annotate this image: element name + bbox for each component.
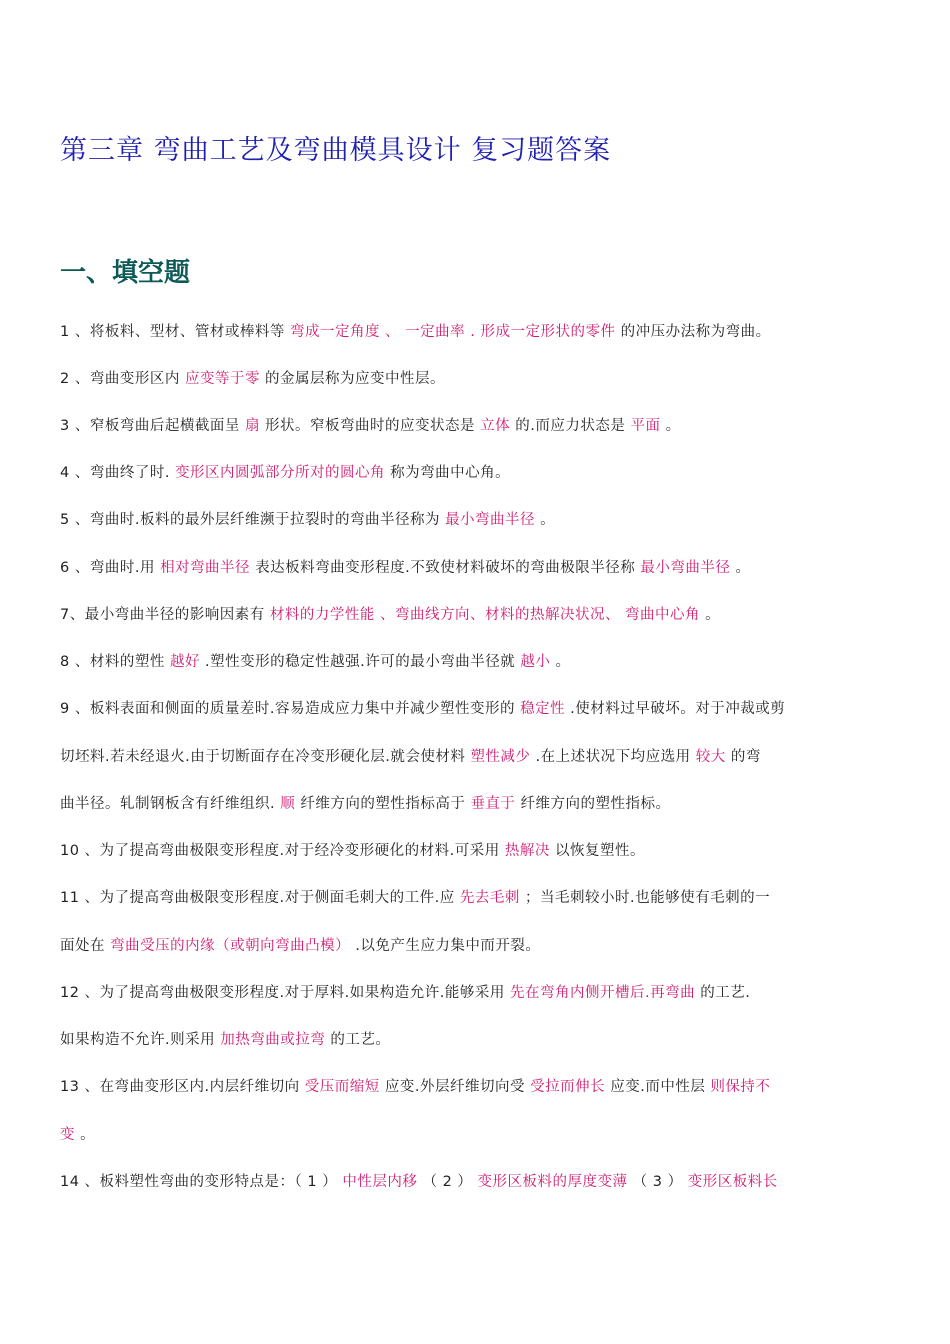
section-heading: 一、填空题 xyxy=(60,258,191,288)
question-line xyxy=(60,367,445,388)
question-text: 。 xyxy=(535,512,556,528)
question-line xyxy=(60,745,761,766)
answer-text: 受拉而伸长 xyxy=(530,1079,606,1095)
answer-text: 塑性减少 xyxy=(470,749,531,765)
question-text: 1 、将板料、型材、管材或棒料等 xyxy=(60,324,290,340)
question-line xyxy=(60,320,771,341)
answer-text: 最小弯曲半径 xyxy=(445,512,536,528)
question-line xyxy=(60,792,671,813)
answer-text: 热解决 xyxy=(504,843,550,859)
question-text: 。 xyxy=(75,1127,96,1143)
question-text: 的.而应力状态是 xyxy=(510,418,631,434)
answer-text: 中性层内移 xyxy=(342,1174,418,1190)
answer-text: 变形区板料长 xyxy=(687,1174,778,1190)
question-line xyxy=(60,1075,770,1096)
answer-text: 扇 xyxy=(244,418,260,434)
question-text: 。 xyxy=(660,418,681,434)
question-text: 面处在 xyxy=(60,938,111,954)
question-line xyxy=(60,603,720,624)
answer-text: 弯成一定角度 、 一定曲率 . 形成一定形状的零件 xyxy=(289,324,616,340)
question-text: 4 、弯曲终了时. xyxy=(60,465,176,481)
answer-text: 顺 xyxy=(280,796,296,812)
question-line xyxy=(60,981,750,1002)
question-text: 10 、为了提高弯曲极限变形程度.对于经冷变形硬化的材料.可采用 xyxy=(60,843,505,859)
answer-text: 则保持不 xyxy=(710,1079,771,1095)
question-text: 如果构造不允许.则采用 xyxy=(60,1032,221,1048)
answer-text: 变形区板料的厚度变薄 xyxy=(477,1174,628,1190)
question-text: （ 2 ） xyxy=(417,1174,478,1190)
answer-text: 受压而缩短 xyxy=(304,1079,380,1095)
question-text: 13 、在弯曲变形区内.内层纤维切向 xyxy=(60,1079,305,1095)
question-line xyxy=(60,461,510,482)
question-text: 。 xyxy=(550,654,571,670)
question-text: 。 xyxy=(730,560,751,576)
question-text: 12 、为了提高弯曲极限变形程度.对于厚料.如果构造允许.能够采用 xyxy=(60,985,510,1001)
question-text: .以免产生应力集中而开裂。 xyxy=(350,938,541,954)
question-line xyxy=(60,886,770,907)
question-text: 以恢复塑性。 xyxy=(549,843,645,859)
question-text: .塑性变形的稳定性越强.许可的最小弯曲半径就 xyxy=(199,654,521,670)
question-line xyxy=(60,1028,390,1049)
question-text: .在上述状况下均应选用 xyxy=(530,749,696,765)
question-text: 应变.而中性层 xyxy=(605,1079,711,1095)
question-text: 的金属层称为应变中性层。 xyxy=(259,371,446,387)
question-text: 纤维方向的塑性指标高于 xyxy=(295,796,471,812)
question-text: 的工艺。 xyxy=(325,1032,391,1048)
answer-text: 立体 xyxy=(480,418,511,434)
question-text: 纤维方向的塑性指标。 xyxy=(515,796,671,812)
question-text: 8 、材料的塑性 xyxy=(60,654,170,670)
question-text: 2 、弯曲变形区内 xyxy=(60,371,185,387)
answer-text: 弯曲受压的内缘（或朝向弯曲凸模） xyxy=(110,938,351,954)
question-line xyxy=(60,556,751,577)
page-title: 第三章 弯曲工艺及弯曲模具设计 复习题答案 xyxy=(60,135,612,166)
question-text: .使材料过早破坏。对于冲裁或剪 xyxy=(565,701,786,717)
question-text: ；当毛刺较小时.也能够使有毛刺的一 xyxy=(519,890,771,906)
question-text: 6 、弯曲时.用 xyxy=(60,560,161,576)
question-text: 5 、弯曲时.板料的最外层纤维濒于拉裂时的弯曲半径称为 xyxy=(60,512,446,528)
question-text: 应变.外层纤维切向受 xyxy=(379,1079,531,1095)
answer-text: 垂直于 xyxy=(470,796,516,812)
question-text: 的工艺. xyxy=(695,985,751,1001)
answer-text: 应变等于零 xyxy=(184,371,260,387)
answer-text: 稳定性 xyxy=(520,701,566,717)
answer-text: 越好 xyxy=(169,654,200,670)
question-line xyxy=(60,414,681,435)
answer-text: 变形区内圆弧部分所对的圆心角 xyxy=(175,465,386,481)
answer-text: 加热弯曲或拉弯 xyxy=(220,1032,326,1048)
question-text: 11 、为了提高弯曲极限变形程度.对于侧面毛刺大的工件.应 xyxy=(60,890,460,906)
question-text: 称为弯曲中心角。 xyxy=(385,465,511,481)
question-text: （ 3 ） xyxy=(627,1174,688,1190)
question-line xyxy=(60,508,555,529)
question-text: 表达板料弯曲变形程度.不致使材料破坏的弯曲极限半径称 xyxy=(250,560,641,576)
answer-text: 较大 xyxy=(695,749,726,765)
question-text: 形状。窄板弯曲时的应变状态是 xyxy=(259,418,481,434)
question-text: 的弯 xyxy=(725,749,761,765)
answer-text: 材料的力学性能 、弯曲线方向、材料的热解决状况、 弯曲中心角 xyxy=(269,607,701,623)
answer-text: 先去毛刺 xyxy=(459,890,520,906)
question-text: 14 、板料塑性弯曲的变形特点是：（ 1 ） xyxy=(60,1174,343,1190)
answer-text: 越小 xyxy=(520,654,551,670)
answer-text: 平面 xyxy=(630,418,661,434)
question-text: 的冲压办法称为弯曲。 xyxy=(615,324,771,340)
question-line xyxy=(60,1170,778,1191)
question-line xyxy=(60,697,785,718)
question-line xyxy=(60,1123,95,1144)
question-line xyxy=(60,934,540,955)
question-text: 曲半径。轧制钢板含有纤维组织. xyxy=(60,796,281,812)
question-text: 切坯料.若未经退火.由于切断面存在冷变形硬化层.就会使材料 xyxy=(60,749,471,765)
question-line xyxy=(60,650,571,671)
answer-text: 最小弯曲半径 xyxy=(640,560,731,576)
answer-text: 相对弯曲半径 xyxy=(160,560,251,576)
question-text: 7、最小弯曲半径的影响因素有 xyxy=(60,607,270,623)
answer-text: 变 xyxy=(60,1127,75,1143)
question-text: 3 、窄板弯曲后起横截面呈 xyxy=(60,418,245,434)
answer-text: 先在弯角内侧开槽后.再弯曲 xyxy=(510,985,696,1001)
question-text: 9 、板料表面和侧面的质量差时.容易造成应力集中并减少塑性变形的 xyxy=(60,701,521,717)
question-line xyxy=(60,839,645,860)
question-text: 。 xyxy=(700,607,721,623)
